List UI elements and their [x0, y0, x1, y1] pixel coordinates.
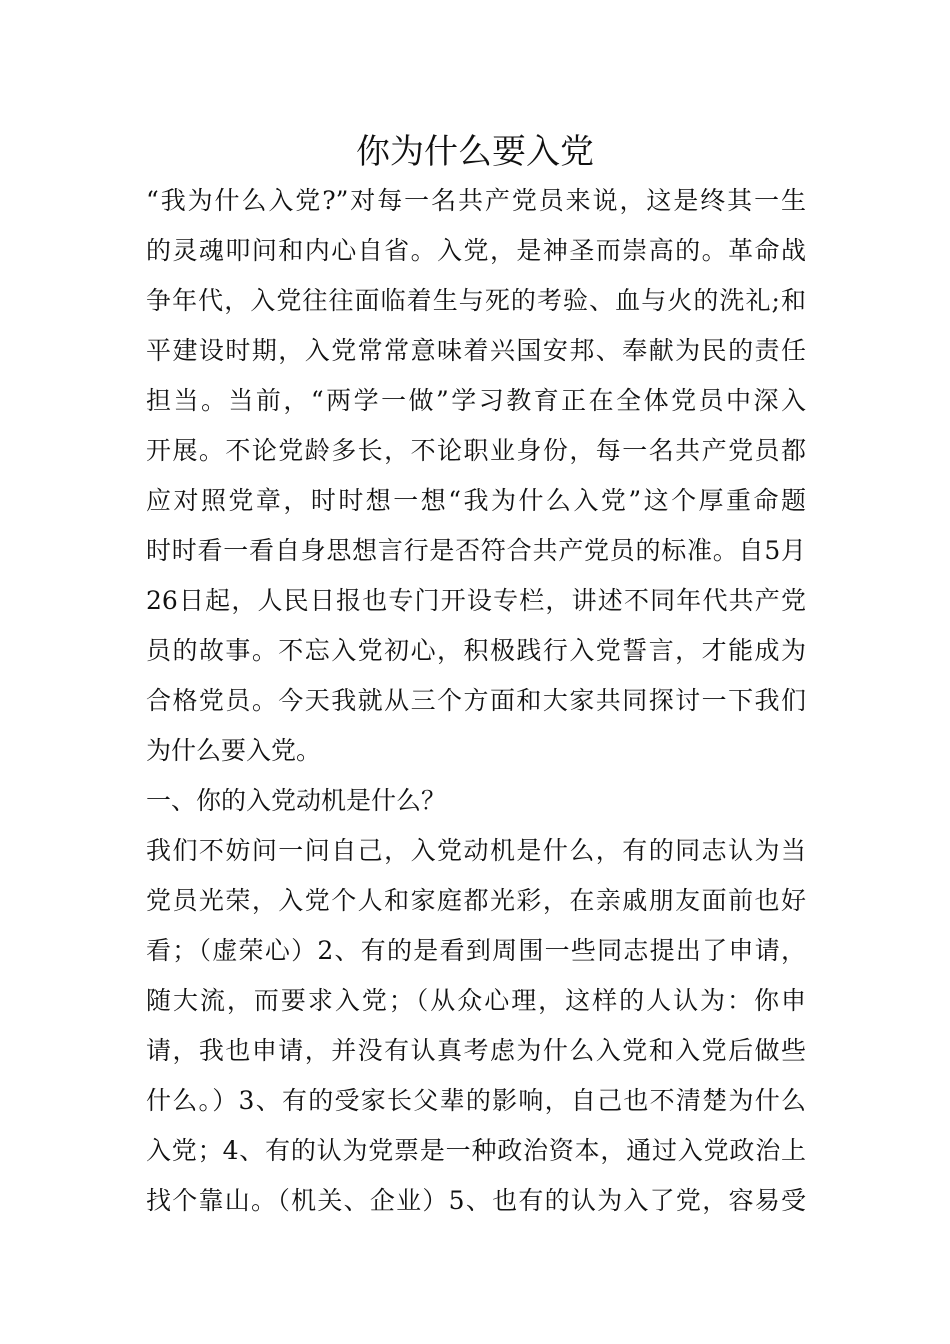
body-line-11: 合格党员。今天我就从三个方面和大家共同探讨一下我们	[146, 686, 806, 715]
body-line-21: 找个靠山。（机关、企业）5、也有的认为入了党，容易受	[146, 1186, 806, 1215]
body-line-2: 的灵魂叩问和内心自省。入党，是神圣而崇高的。革命战	[146, 236, 806, 265]
body-line-8: 时时看一看自身思想言行是否符合共产党员的标准。自5月	[146, 536, 806, 565]
body-line-18: 请，我也申请，并没有认真考虑为什么入党和入党后做些	[146, 1036, 806, 1065]
body-line-17: 随大流，而要求入党；（从众心理，这样的人认为：你申	[146, 986, 806, 1015]
body-line-20: 入党；4、有的认为党票是一种政治资本，通过入党政治上	[146, 1136, 806, 1165]
body-line-5: 担当。当前，“两学一做”学习教育正在全体党员中深入	[146, 386, 806, 415]
section-heading-1: 一、你的入党动机是什么？	[146, 786, 447, 815]
body-line-7: 应对照党章，时时想一想“我为什么入党”这个厚重命题	[146, 486, 806, 515]
body-line-10: 员的故事。不忘入党初心，积极践行入党誓言，才能成为	[146, 636, 806, 665]
body-line-19: 什么。）3、有的受家长父辈的影响，自己也不清楚为什么	[146, 1086, 806, 1115]
document-title: 你为什么要入党	[356, 132, 594, 172]
body-line-3: 争年代，入党往往面临着生与死的考验、血与火的洗礼;和	[146, 286, 806, 315]
body-line-9: 26日起，人民日报也专门开设专栏，讲述不同年代共产党	[146, 586, 806, 615]
body-line-12: 为什么要入党。	[146, 736, 322, 765]
body-line-15: 党员光荣，入党个人和家庭都光彩，在亲戚朋友面前也好	[146, 886, 806, 915]
body-line-14: 我们不妨问一问自己，入党动机是什么，有的同志认为当	[146, 836, 806, 865]
body-line-4: 平建设时期，入党常常意味着兴国安邦、奉献为民的责任	[146, 336, 806, 365]
body-line-16: 看；（虚荣心）2、有的是看到周围一些同志提出了申请，	[146, 936, 806, 965]
body-line-6: 开展。不论党龄多长，不论职业身份，每一名共产党员都	[146, 436, 806, 465]
body-line-1: “我为什么入党?”对每一名共产党员来说，这是终其一生	[146, 186, 806, 215]
